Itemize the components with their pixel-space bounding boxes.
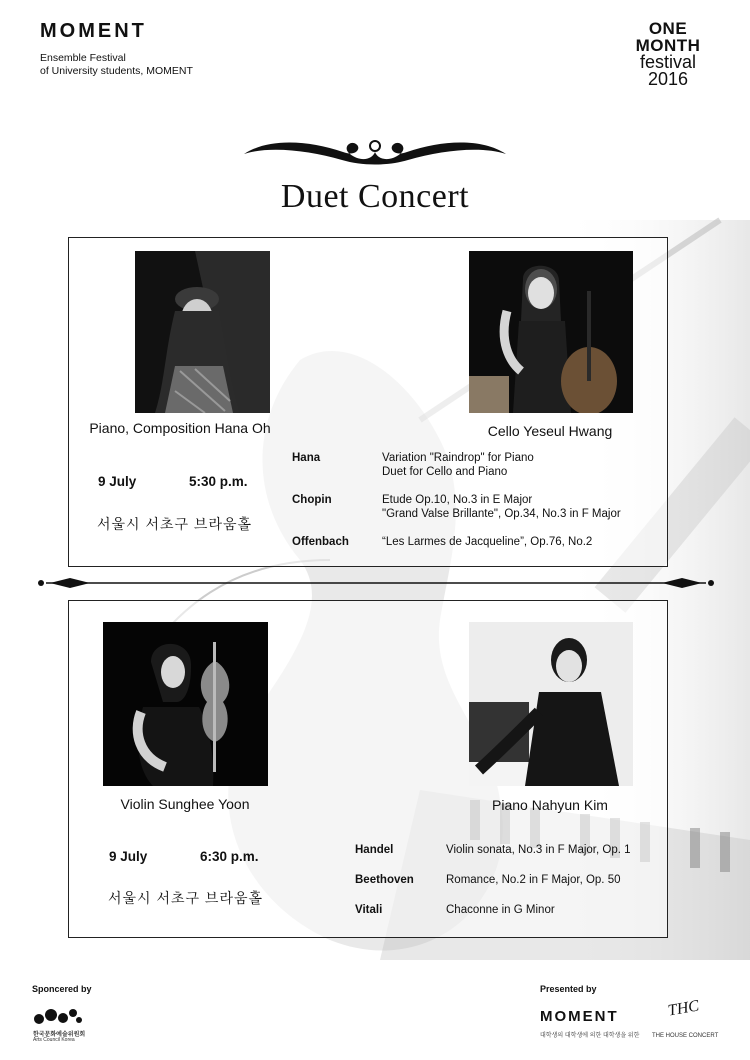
page-title: Duet Concert (280, 178, 470, 215)
program-composer: Offenbach (292, 536, 349, 548)
concert-venue: 서울시 서초구 브라움홀 (97, 516, 253, 532)
sponsor-name-kr: 한국문화예술위원회 (33, 1032, 86, 1038)
presented-by-label: Presented by (540, 984, 597, 994)
program-composer: Handel (355, 844, 394, 856)
program-composer: Hana (292, 452, 321, 464)
moment-footer-logo: MOMENT (540, 1008, 619, 1025)
concert-date: 9 July (98, 474, 137, 489)
brand-subtitle: Ensemble Festival of University students, MOMENT (40, 52, 193, 77)
one-month-festival-logo: ONE MONTH festival 2016 (635, 19, 701, 89)
program-work: "Grand Valse Brillante", Op.34, No.3 in F Major (382, 508, 621, 520)
flourish-ornament (238, 134, 512, 174)
program-work: “Les Larmes de Jacqueline”, Op.76, No.2 (382, 536, 593, 548)
the-house-concert-name: THE HOUSE CONCERT (652, 1033, 719, 1039)
performer-caption-left: Violin Sunghee Yoon (120, 796, 250, 812)
program-work: Violin sonata, No.3 in F Major, Op. 1 (446, 844, 631, 856)
program-composer: Chopin (292, 494, 332, 506)
performer-caption-left: Piano, Composition Hana Oh (89, 420, 271, 436)
performer-photo-hana-oh (135, 251, 270, 413)
moment-logo: MOMENT (40, 20, 147, 42)
concert-venue: 서울시 서초구 브라움홀 (108, 890, 264, 906)
concert-date: 9 July (109, 849, 148, 864)
program-work: Romance, No.2 in F Major, Op. 50 (446, 874, 621, 886)
sponsor-name-en: Arts Council Korea (33, 1037, 75, 1043)
program-work: Duet for Cello and Piano (382, 466, 508, 478)
program-composer: Beethoven (355, 874, 414, 886)
sponsored-by-label: Sponcered by (32, 984, 92, 994)
arts-council-korea-logo (33, 1006, 83, 1026)
program-work: Chaconne in G Minor (446, 904, 555, 916)
concert-time: 6:30 p.m. (200, 849, 259, 864)
concert-time: 5:30 p.m. (189, 474, 248, 489)
the-house-concert-logo: THC (666, 997, 701, 1020)
program-composer: Vitali (355, 904, 383, 916)
section-divider (36, 574, 716, 592)
performer-caption-right: Piano Nahyun Kim (492, 797, 608, 813)
performer-photo-sunghee-yoon (103, 622, 268, 786)
performer-caption-right: Cello Yeseul Hwang (487, 423, 613, 439)
performer-photo-nahyun-kim (469, 622, 633, 786)
program-work: Etude Op.10, No.3 in E Major (382, 494, 533, 506)
performer-photo-yeseul-hwang (469, 251, 633, 413)
presenter-subtitle: 대학생의 대학생에 의한 대학생을 위한 (540, 1033, 640, 1039)
program-work: Variation "Raindrop" for Piano (382, 452, 534, 464)
